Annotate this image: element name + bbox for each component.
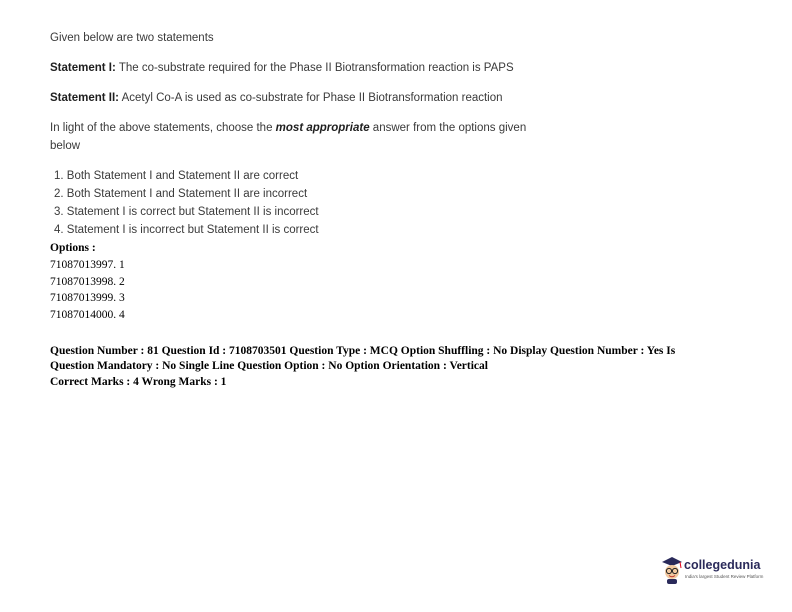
choice-4: 4. Statement I is incorrect but Statement II is correct — [54, 224, 319, 236]
option-id-1: 71087013997. 1 — [50, 259, 125, 271]
question-meta-line-2: Question Mandatory : No Single Line Question Option : No Option Orientation : Vertical — [50, 360, 488, 372]
instruction-emphasis: most appropriate — [275, 122, 370, 134]
instruction-line-1 — [50, 122, 526, 134]
instruction-line-2: below — [50, 140, 81, 152]
collegedunia-logo — [660, 555, 770, 585]
instruction-after: answer from the options given — [369, 122, 527, 134]
choice-1: 1. Both Statement I and Statement II are correct — [54, 170, 299, 182]
brand-name: collegedunia — [684, 558, 761, 572]
statement-1 — [50, 62, 514, 74]
brand-tagline: India's largest Student Review Platform — [685, 574, 764, 579]
statement-2 — [50, 92, 503, 104]
intro-text: Given below are two statements — [50, 32, 214, 44]
question-meta-line-3: Correct Marks : 4 Wrong Marks : 1 — [50, 376, 227, 388]
instruction-before: In light of the above statements, choose the — [50, 122, 276, 134]
choice-2: 2. Both Statement I and Statement II are incorrect — [54, 188, 308, 200]
choice-3: 3. Statement I is correct but Statement II is incorrect — [54, 206, 319, 218]
option-id-3: 71087013999. 3 — [50, 292, 125, 304]
option-id-2: 71087013998. 2 — [50, 276, 125, 288]
statement-2-label: Statement II: — [50, 92, 120, 104]
statement-1-label: Statement I: — [50, 62, 116, 74]
statement-1-text: The co-substrate required for the Phase II Biotransformation reaction is PAPS — [115, 62, 514, 74]
option-id-4: 71087014000. 4 — [50, 309, 125, 321]
question-meta-line-1: Question Number : 81 Question Id : 7108703501 Question Type : MCQ Option Shuffling : No Display Question Number : Yes Is — [50, 345, 676, 357]
graduate-mascot-icon — [660, 555, 684, 585]
statement-2-text: Acetyl Co-A is used as co-substrate for Phase II Biotransformation reaction — [119, 92, 503, 104]
options-heading: Options : — [50, 242, 96, 254]
